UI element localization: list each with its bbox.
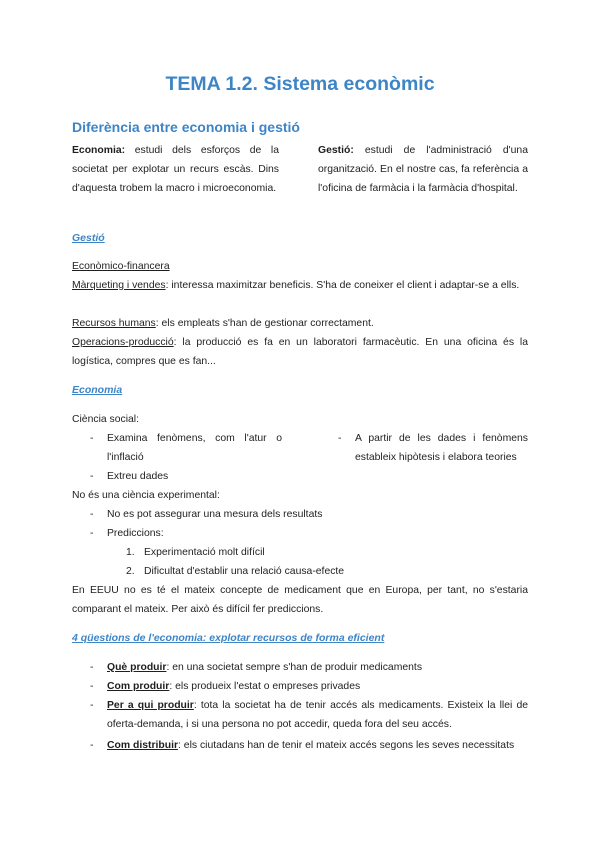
question-item: Per a qui produir: tota la societat ha de tenir accés als medicaments. Existeix la llei de oferta-demanda, i si una persona no pot accedir, queda fora del seu accés.: [107, 700, 528, 730]
gestio-heading: Gestió: [72, 232, 105, 244]
definition-gestio: [318, 141, 528, 198]
question-item: Com produir: els produeix l'estat o empreses privades: [107, 681, 361, 692]
bullet-text: Extreu dades: [107, 471, 169, 482]
bullet-dash: -: [90, 433, 94, 444]
definition-term: Economia:: [72, 145, 126, 156]
definition-economia: [72, 141, 279, 198]
bullet-dash: -: [90, 509, 94, 520]
closing-paragraph: En EEUU no es té el mateix concepte de medicament que en Europa, per tant, no s'estaria comparant el mateix. Per això és difícil fer prediccions.: [72, 585, 528, 615]
bullet-text: A partir de les dades i fenòmens estableix hipòtesis i elabora teories: [355, 433, 528, 463]
list-item-text: Experimentació molt difícil: [144, 547, 265, 558]
bullet-dash: -: [90, 471, 94, 482]
question-item: Com distribuir: els ciutadans han de tenir el mateix accés segons les seves necessitats: [107, 740, 515, 751]
definition-text: estudi de l'administració d'una organització. En el nostre cas, fa referència a l'oficina de farmàcia i la farmàcia d'hospital.: [318, 145, 528, 194]
bullet-dash: -: [90, 740, 94, 751]
bullet-text: No es pot assegurar una mesura dels resultats: [107, 509, 323, 520]
question-item: Què produir: en una societat sempre s'han de produir medicaments: [107, 662, 423, 673]
definition-text: estudi dels esforços de la societat per explotar un recurs escàs. Dins d'aquesta trobem la macro i microeconomia.: [72, 145, 280, 194]
gestio-item: Econòmico-financera: [72, 261, 170, 272]
economia-heading: Economia: [72, 384, 123, 396]
bullet-dash: -: [90, 662, 94, 673]
questions-heading: 4 qüestions de l'economia: explotar recursos de forma eficient: [72, 632, 385, 644]
bullet-text: Examina fenòmens, com l'atur o l'inflació: [107, 433, 282, 463]
bullet-dash: -: [90, 681, 94, 692]
list-item-text: Dificultat d'establir una relació causa-efecte: [144, 566, 345, 577]
gestio-item: Operacions-producció: la producció es fa en un laboratori farmacèutic. En una oficina és la logística, compres que es fan...: [72, 337, 528, 367]
gestio-item: Recursos humans: els empleats s'han de gestionar correctament.: [72, 318, 374, 329]
bullet-text: Prediccions:: [107, 528, 164, 539]
bullet-dash: -: [338, 433, 342, 444]
section-heading: Diferència entre economia i gestió: [72, 119, 300, 135]
page-title: TEMA 1.2. Sistema econòmic: [165, 73, 435, 95]
social-label: Ciència social:: [72, 414, 139, 425]
gestio-item: Màrqueting i vendes: interessa maximitzar beneficis. S'ha de coneixer el client i adaptar-se a ells.: [72, 280, 520, 291]
not-experimental-label: No és una ciència experimental:: [72, 490, 220, 501]
list-number: 1.: [126, 547, 135, 558]
list-number: 2.: [126, 566, 135, 577]
bullet-dash: -: [90, 528, 94, 539]
bullet-dash: -: [90, 700, 94, 711]
definition-term: Gestió:: [318, 145, 354, 156]
